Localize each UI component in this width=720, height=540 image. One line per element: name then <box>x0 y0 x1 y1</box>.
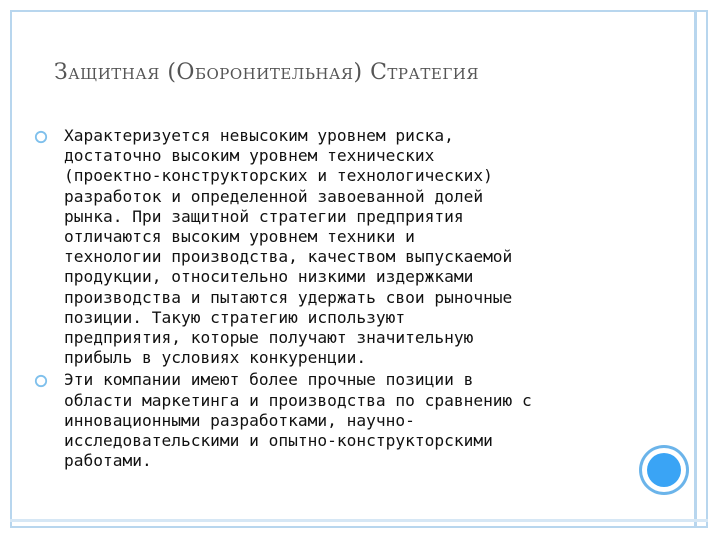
title-initial-letter: О <box>176 60 195 85</box>
slide-frame-bottom-edge <box>10 519 708 522</box>
bullet-item <box>34 370 624 471</box>
decorative-circle-fill <box>647 453 681 487</box>
slide-frame-right-edge <box>694 10 697 528</box>
bullet-item <box>34 126 624 368</box>
bullet-text: Характеризуется невысоким уровнем риска, достаточно высоким уровнем технических (проектно-конструкторских и технологических) разработок и определенной завоеванной долей рынка. При защитной стратегии предприятия отличаются высоким уровнем техники и технологии производства, качеством выпускаемой продукции, относительно низкими издержками производства и пытаются удержать свои рыночные позиции. Такую стратегию используют предприятия, которые получают значительную прибыль в условиях конкуренции. <box>64 126 513 368</box>
ring-bullet-icon <box>34 130 48 144</box>
title-word: АЩИТНАЯ <box>68 65 160 83</box>
title-word: ТРАТЕГИЯ <box>387 65 479 83</box>
bullet-list <box>34 126 624 471</box>
bullet-text: Эти компании имеют более прочные позиции в области маркетинга и производства по сравнению с инновационными разработками, научно- исследовательскими и опытно-конструкторскими работами. <box>64 370 532 471</box>
decorative-circle-icon <box>642 448 686 492</box>
title-paren-open: ( <box>159 60 177 85</box>
title-word: БОРОНИТЕЛЬНАЯ <box>194 65 354 83</box>
title-paren-close: ) <box>353 60 371 85</box>
title-initial-letter: З <box>54 60 69 85</box>
title-initial-letter: С <box>370 60 388 85</box>
slide-title <box>54 60 654 85</box>
ring-bullet-icon <box>34 374 48 388</box>
